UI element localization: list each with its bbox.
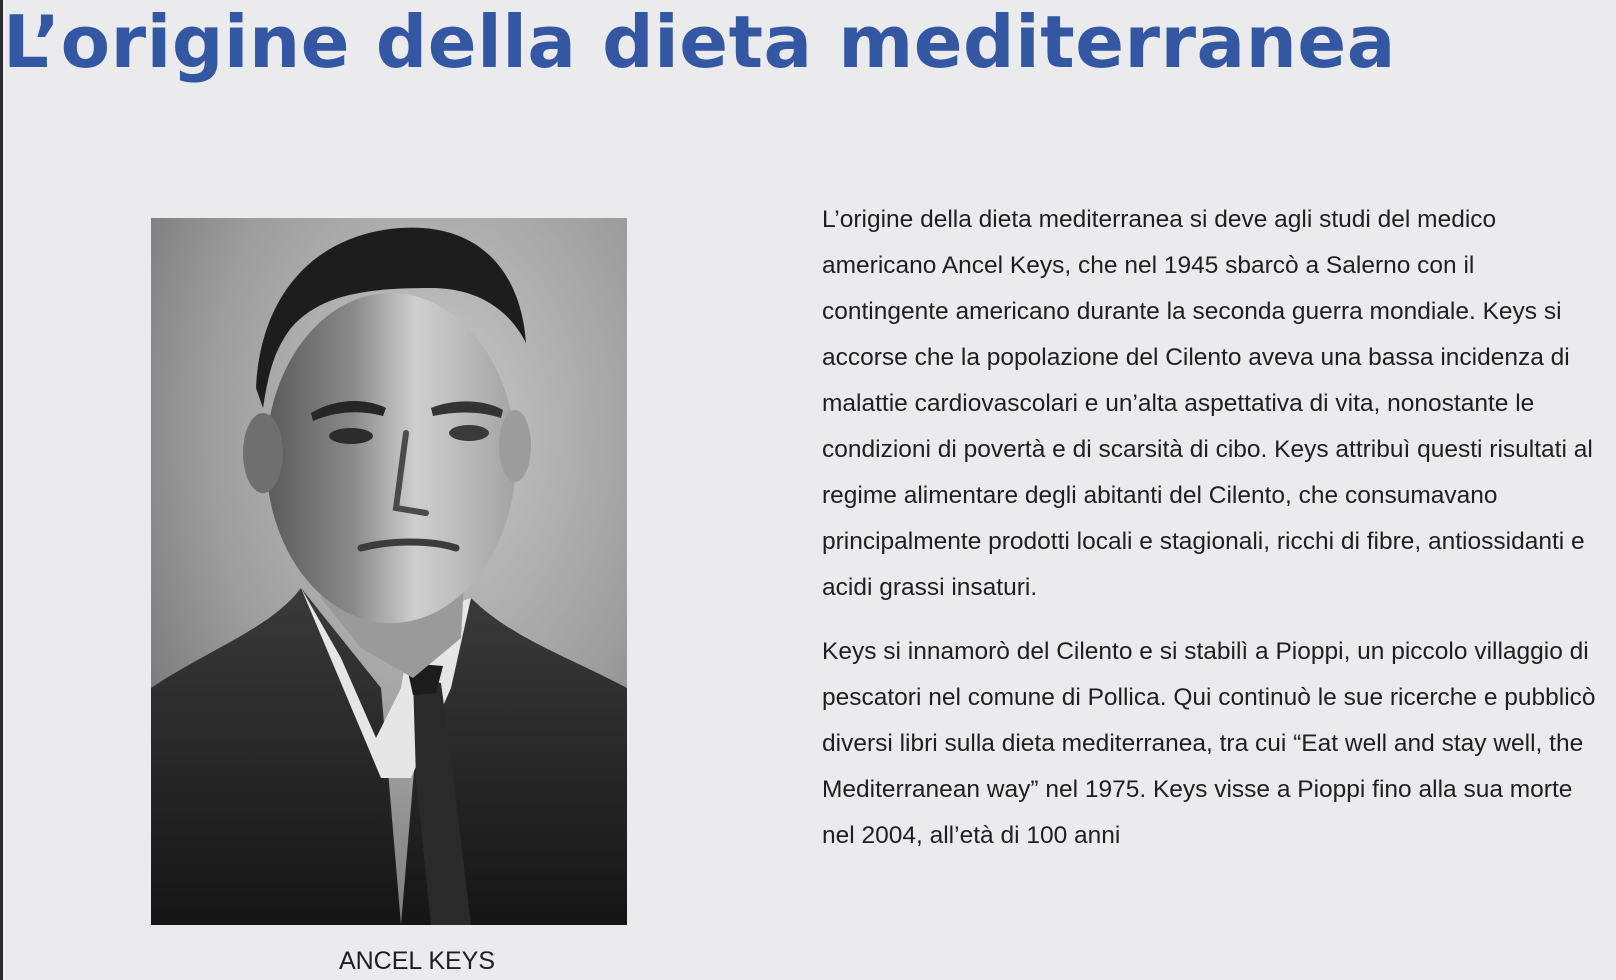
article-body	[822, 197, 1602, 877]
left-edge-border	[0, 0, 3, 980]
page-title: L’origine della dieta mediterranea	[3, 0, 1396, 84]
article-paragraph: Keys si innamorò del Cilento e si stabilì a Pioppi, un piccolo villaggio di pescatori nel comune di Pollica. Qui continuò le sue ricerche e pubblicò diversi libri sulla dieta mediterranea, tra cui “Eat well and stay well, the Mediterranean way” nel 1975. Keys visse a Pioppi fino alla sua morte nel 2004, all’età di 100 anni	[822, 638, 1596, 849]
portrait-caption: ANCEL KEYS	[338, 947, 496, 975]
portrait-photo	[151, 218, 627, 925]
article-paragraph: L’origine della dieta mediterranea si deve agli studi del medico americano Ancel Keys, che nel 1945 sbarcò a Salerno con il contingente americano durante la seconda guerra mondiale. Keys si accorse che la popolazione del Cilento aveva una bassa incidenza di malattie cardiovascolari e un’alta aspettativa di vita, nonostante le condizioni di povertà e di scarsità di cibo. Keys attribuì questi risultati al regime alimentare degli abitanti del Cilento, che consumavano principalmente prodotti locali e stagionali, ricchi di fibre, antiossidanti e acidi grassi insaturi.	[822, 206, 1593, 601]
